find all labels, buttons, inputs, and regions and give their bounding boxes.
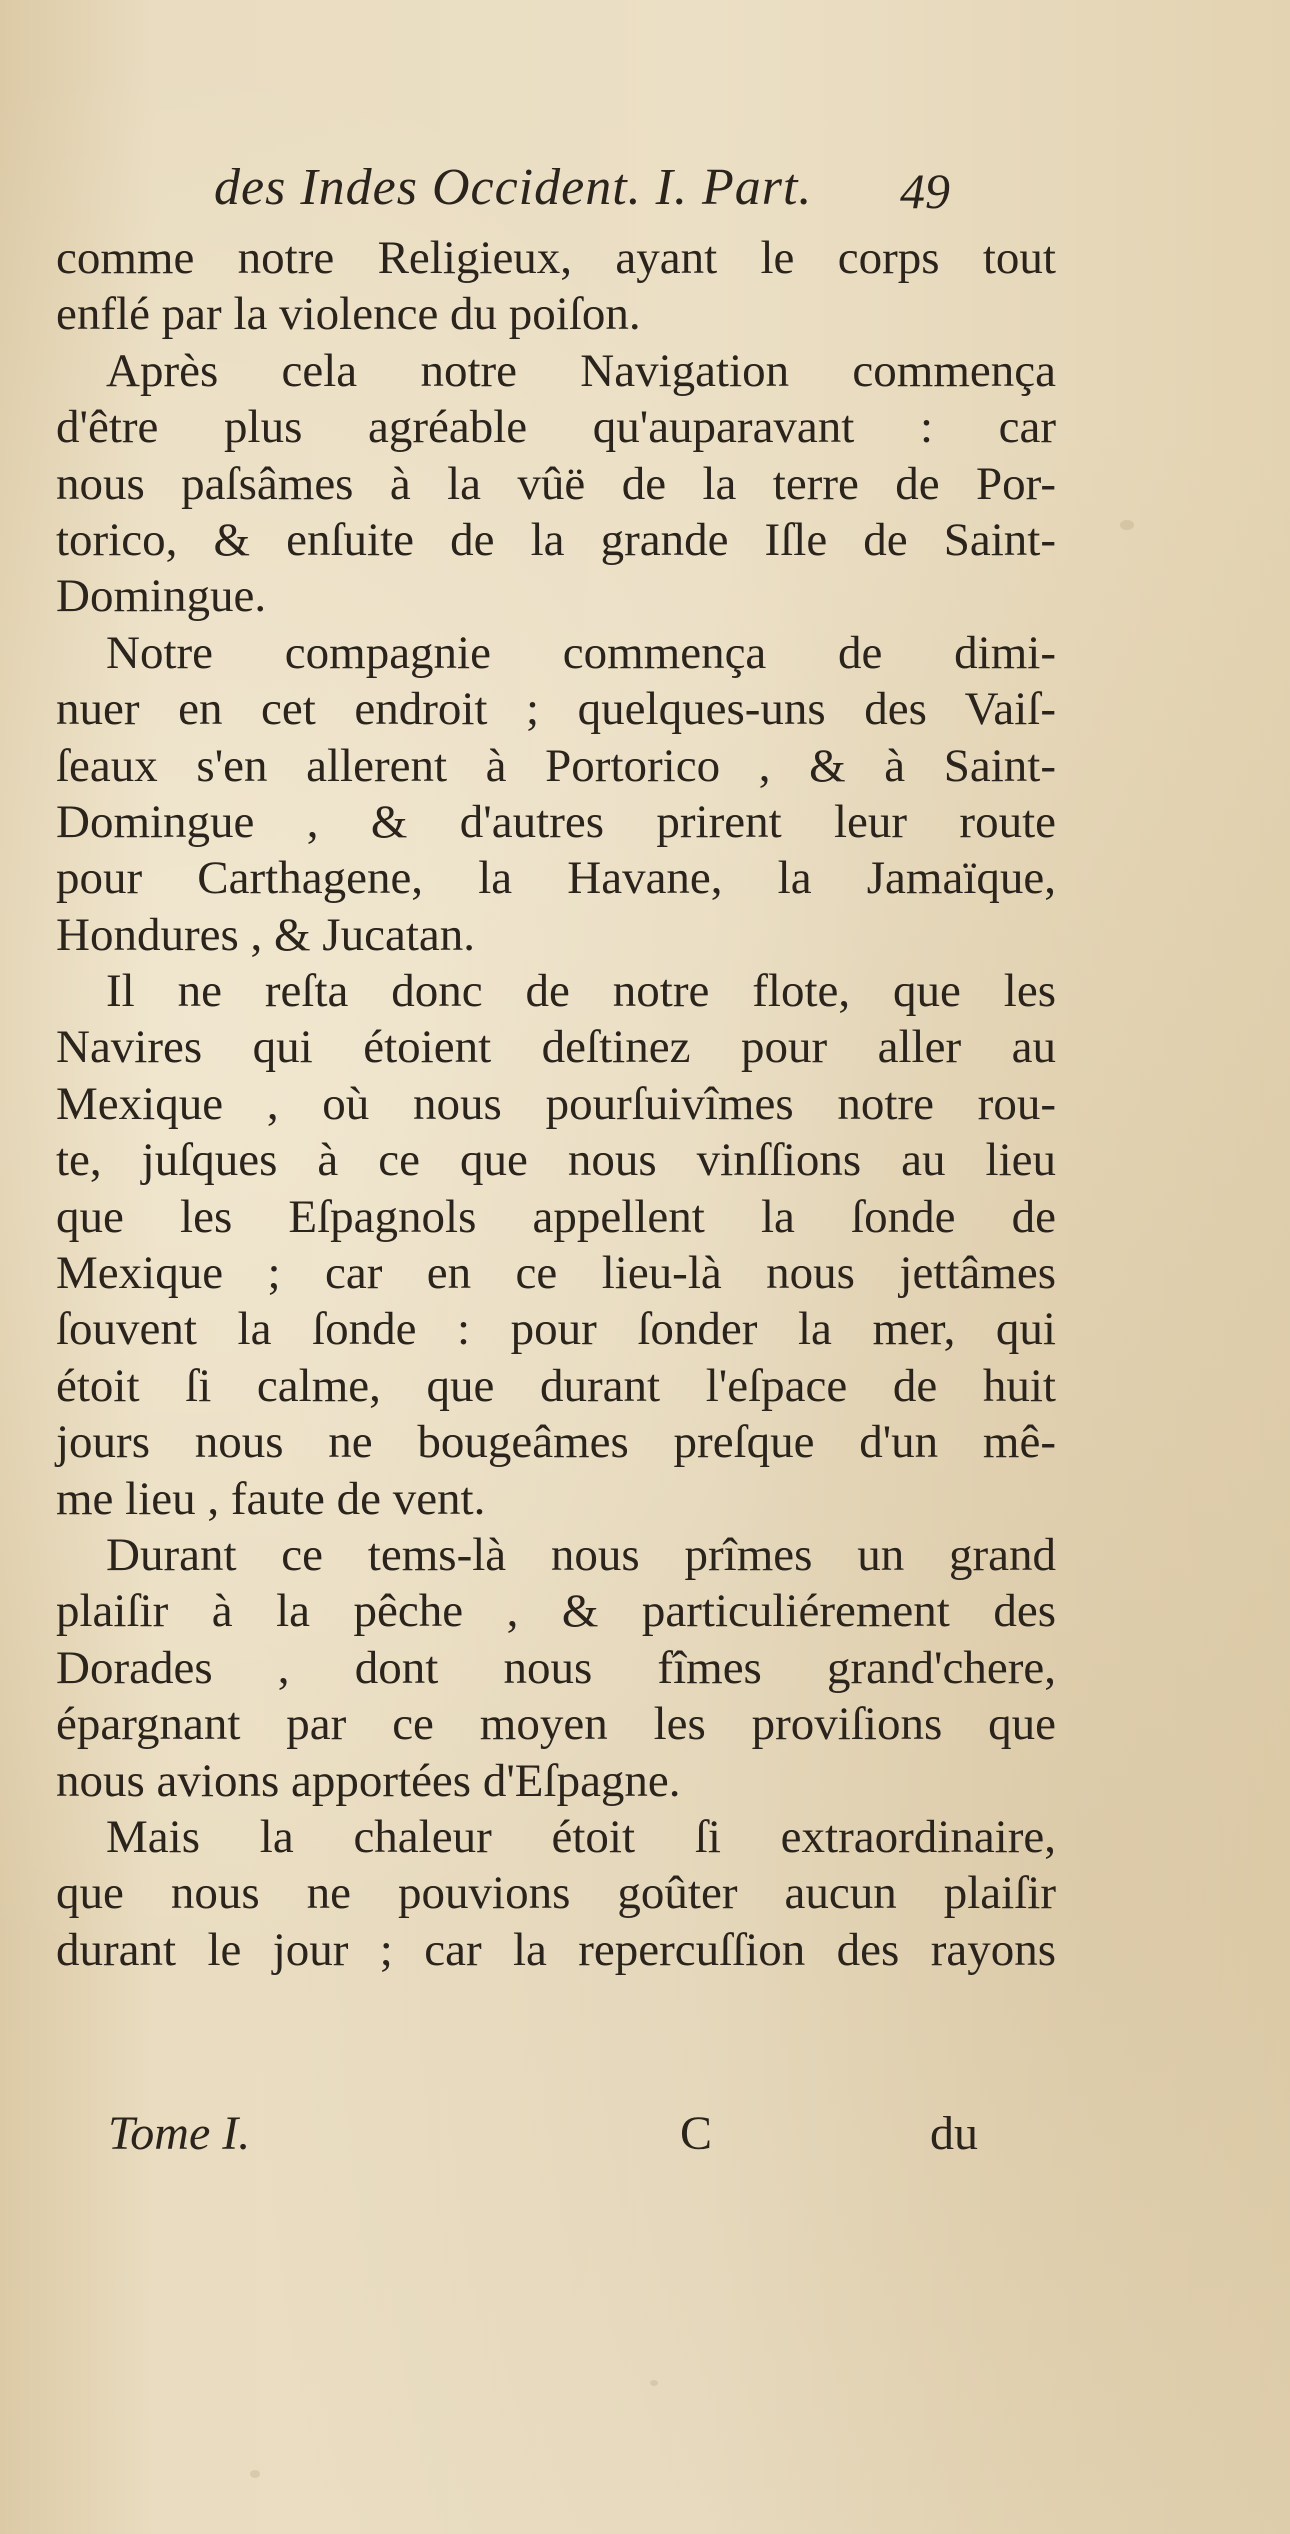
- text-line: ſouvent la ſonde : pour ſonder la mer, qui: [56, 1303, 1056, 1356]
- paper-stain: [650, 2380, 658, 2386]
- page-number: 49: [900, 163, 950, 219]
- text-line: jours nous ne bougeâmes preſque d'un mê-: [56, 1416, 1056, 1469]
- text-line: torico, & enſuite de la grande Iſle de Saint-: [56, 513, 1056, 566]
- text-line: Dorades , dont nous fîmes grand'chere,: [56, 1641, 1056, 1694]
- text-line: que les Eſpagnols appellent la ſonde de: [56, 1190, 1056, 1243]
- text-line: Domingue , & d'autres prirent leur route: [56, 795, 1056, 848]
- text-line: Mexique ; car en ce lieu-là nous jettâmes: [56, 1247, 1056, 1300]
- paper-stain: [1120, 520, 1134, 530]
- text-line: Mais la chaleur étoit ſi extraordinaire,: [106, 1810, 1056, 1863]
- text-line: d'être plus agréable qu'auparavant : car: [56, 401, 1056, 454]
- page-header: [0, 158, 1290, 228]
- text-line: te, juſques à ce que nous vinſſions au lieu: [56, 1134, 1056, 1187]
- text-line: épargnant par ce moyen les proviſions que: [56, 1698, 1056, 1751]
- text-line: Durant ce tems-là nous prîmes un grand: [106, 1528, 1056, 1581]
- text-line: Mexique , où nous pourſuivîmes notre rou-: [56, 1077, 1056, 1130]
- text-line: ſeaux s'en allerent à Portorico , & à Saint-: [56, 739, 1056, 792]
- body-text: [56, 230, 1056, 1978]
- text-line: Notre compagnie commença de dimi-: [106, 626, 1056, 679]
- text-line: Hondures , & Jucatan.: [56, 908, 475, 961]
- text-line: Domingue.: [56, 570, 267, 623]
- text-line: me lieu , faute de vent.: [56, 1472, 486, 1525]
- text-line: nuer en cet endroit ; quelques-uns des Vaiſ-: [56, 683, 1056, 736]
- running-title: des Indes Occident. I. Part.: [214, 159, 813, 216]
- text-line: nous paſsâmes à la vûë de la terre de Por-: [56, 457, 1056, 510]
- text-line: enflé par la violence du poiſon.: [56, 288, 641, 341]
- paper-stain: [250, 2470, 260, 2478]
- text-line: Navires qui étoient deſtinez pour aller au: [56, 1021, 1056, 1074]
- text-line: étoit ſi calme, que durant l'eſpace de huit: [56, 1359, 1056, 1412]
- text-line: comme notre Religieux, ayant le corps tout: [56, 232, 1056, 284]
- text-line: nous avions apportées d'Eſpagne.: [56, 1754, 681, 1807]
- text-line: Après cela notre Navigation commença: [106, 344, 1056, 397]
- page-footer: [0, 2106, 1290, 2170]
- text-line: Il ne reſta donc de notre flote, que les: [106, 965, 1056, 1018]
- volume-label: Tome I.: [108, 2107, 251, 2160]
- text-line: plaiſir à la pêche , & particuliérement des: [56, 1585, 1056, 1638]
- text-line: que nous ne pouvions goûter aucun plaiſir: [56, 1867, 1056, 1920]
- text-line: durant le jour ; car la repercuſſion des rayons: [56, 1923, 1056, 1976]
- signature-mark: C: [680, 2107, 713, 2160]
- catchword: du: [930, 2107, 978, 2160]
- text-line: pour Carthagene, la Havane, la Jamaïque,: [56, 852, 1056, 905]
